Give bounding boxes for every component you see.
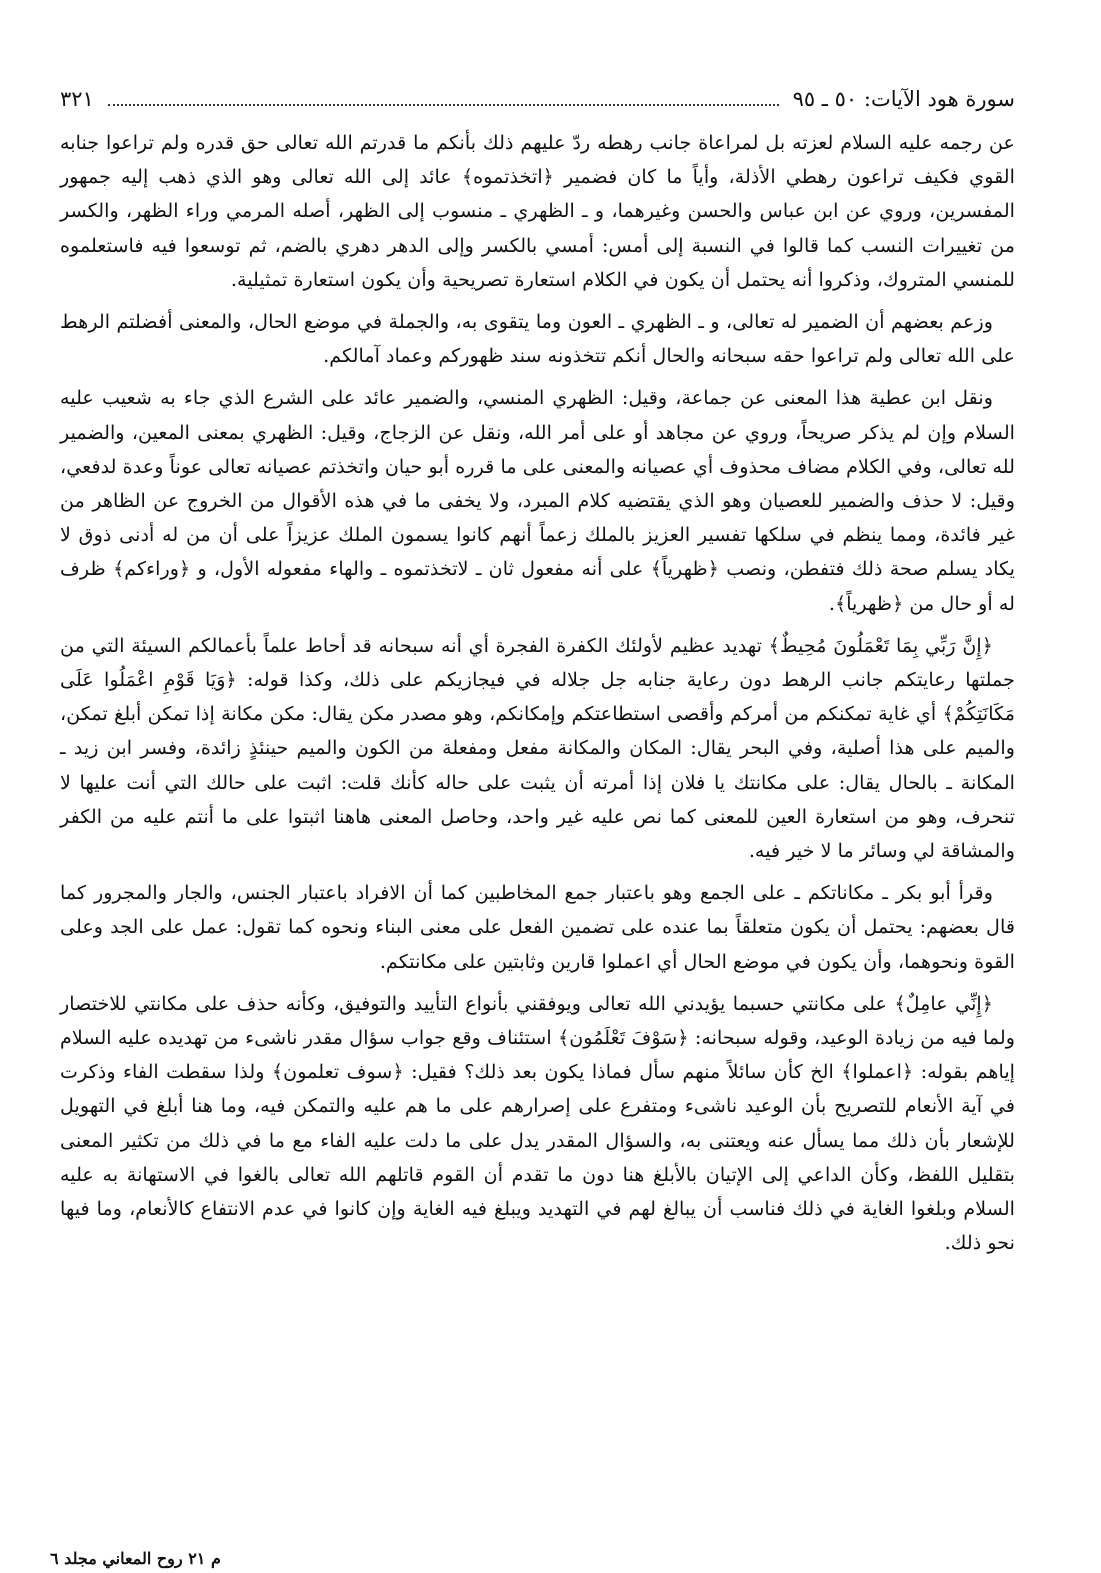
- page: [60, 82, 1015, 1269]
- paragraph-1: عن رجمه عليه السلام لعزته بل لمراعاة جانب رهطه ردّ عليهم ذلك بأنكم ما قدرتم الله تعالى حق قدره ولم تراعوا جنابه القوي فكيف تراعون رهطي الأذلة، وأياً ما كان فضمير ﴿اتخذتموه﴾ عائد إلى الله تعالى وهو الذي ذهب إليه جمهور المفسرين، وروي عن ابن عباس والحسن وغيرهما، و ـ الظهري ـ منسوب إلى الظهر، أصله المرمي وراء الظهر، والكسر من تغييرات النسب كما قالوا في النسبة إلى أمس: أمسي بالكسر وإلى الدهر دهري بالضم، ثم توسعوا فيه فاستعلموه للمنسي المتروك، وذكروا أنه يحتمل أن يكون في الكلام استعارة تصريحية وأن يكون استعارة تمثيلية.: [60, 131, 1015, 291]
- running-head: [60, 82, 1015, 118]
- signature-mark: م ٢١ روح المعاني مجلد ٦: [50, 1549, 221, 1568]
- paragraph-3: ونقل ابن عطية هذا المعنى عن جماعة، وقيل: الظهري المنسي، والضمير عائد على الشرع الذي جاء به شعيب عليه السلام وإن لم يذكر صريحاً، وروي عن مجاهد أو على أمر الله، ونقل عن الزجاج، وقيل: الظهري بمعنى المعين، والضمير لله تعالى، وفي الكلام مضاف محذوف أي عصيانه والمعنى على ما قرره أبو حيان واتخذتم عصيانه تعالى عوناً وعدة لدفعي، وقيل: لا حذف والضمير للعصيان وهو الذي يقتضيه كلام المبرد، ولا يخفى ما في هذه الأقوال من الخروج عن الظاهر من غير فائدة، ومما ينظم في سلكها تفسير العزيز بالملك زعماً أنهم كانوا يسمون الملك عزيزاً على أن من له أدنى ذوق لا يكاد يسلم صحة ذلك فتفطن، ونصب ﴿ظهرياً﴾ على أنه مفعول ثان ـ لاتخذتموه ـ والهاء مفعوله الأول، و ﴿وراءكم﴾ ظرف له أو حال من ﴿ظهرياً﴾.: [60, 386, 1015, 615]
- paragraph-4: ﴿إِنَّ رَبِّي بِمَا تَعْمَلُونَ مُحِيطٌ﴾ تهديد عظيم لأولئك الكفرة الفجرة أي أنه سبحانه قد أحاط علماً بأعمالكم السيئة التي من جملتها رعايتكم جانب الرهط دون رعاية جنابه جل جلاله في فيجازيكم على ذلك، وكذا قوله: ﴿وَيَا قَوْمِ اعْمَلُوا عَلَى مَكَانَتِكُمْ﴾ أي غاية تمكنكم من أمركم وأقصى استطاعتكم وإمكانكم، وهو مصدر مكن يقال: مكن مكانة إذا تمكن أبلغ تمكن، والميم على هذا أصلية، وفي البحر يقال: المكان والمكانة مفعل ومفعلة من الكون والميم حينئذٍ زائدة، وفسر ابن زيد ـ المكانة ـ بالحال يقال: على مكانتك يا فلان إذا أمرته أن يثبت على حاله كأنك قلت: اثبت على حالك التي أنت عليها لا تنحرف، وهو من استعارة العين للمعنى كما نص عليه غير واحد، وحاصل المعنى هاهنا اثبتوا على ما أنتم عليه من الكفر والمشاقة لي وسائر ما لا خير فيه.: [60, 633, 1015, 863]
- paragraph-2: وزعم بعضهم أن الضمير له تعالى، و ـ الظهري ـ العون وما يتقوى به، والجملة في موضع الحال، والمعنى أفضلتم الرهط على الله تعالى ولم تراعوا حقه سبحانه والحال أنكم تتخذونه سند ظهوركم وعماد آمالكم.: [60, 310, 1015, 368]
- paragraph-5: وقرأ أبو بكر ـ مكاناتكم ـ على الجمع وهو باعتبار جمع المخاطبين كما أن الافراد باعتبار الجنس، والجار والمجرور كما قال بعضهم: يحتمل أن يكون متعلقاً بما عنده على تضمين الفعل على معنى البناء ونحوه كما تقول: عمل على الجد وعلى القوة ونحوهما، وأن يكون في موضع الحال أي اعملوا قارين وثابتين على مكانتكم.: [60, 881, 1015, 973]
- paragraph-6: ﴿إِنِّي عامِلٌ﴾ على مكانتي حسبما يؤيدني الله تعالى ويوفقني بأنواع التأييد والتوفيق، وكأنه حذف على مكانتي للاختصار ولما فيه من زيادة الوعيد، وقوله سبحانه: ﴿سَوْفَ تَعْلَمُون﴾ استئناف وقع جواب سؤال مقدر ناشىء من تهديده عليه السلام إياهم بقوله: ﴿اعملوا﴾ الخ كأن سائلاً منهم سأل فماذا يكون بعد ذلك؟ فقيل: ﴿سوف تعلمون﴾ ولذا سقطت الفاء وذكرت في آية الأنعام للتصريح بأن الوعيد ناشىء ومتفرع على إصرارهم على ما هم عليه والتمكن فيه، وما هنا أبلغ في التهويل للإشعار بأن ذلك مما يسأل عنه ويعتنى به، والسؤال المقدر يدل على ما دلت عليه الفاء مع ما في ذلك من تكثير المعنى بتقليل اللفظ، وكأن الداعي إلى الإتيان بالأبلغ هنا دون ما تقدم أن القوم قاتلهم الله تعالى بالغوا في الاستهانة به عليه السلام وبلغوا الغاية في ذلك فناسب أن يبالغ لهم في التهديد ويبلغ فيه الغاية وإن كانوا في عدم الانتفاع كالأنعام، وما فيها نحو ذلك.: [60, 991, 1015, 1255]
- surah-title: سورة هود الآيات: ٥٠ ـ ٩٥: [792, 87, 1015, 111]
- page-number: ٣٢١: [60, 87, 94, 111]
- dotted-leader: [108, 86, 779, 106]
